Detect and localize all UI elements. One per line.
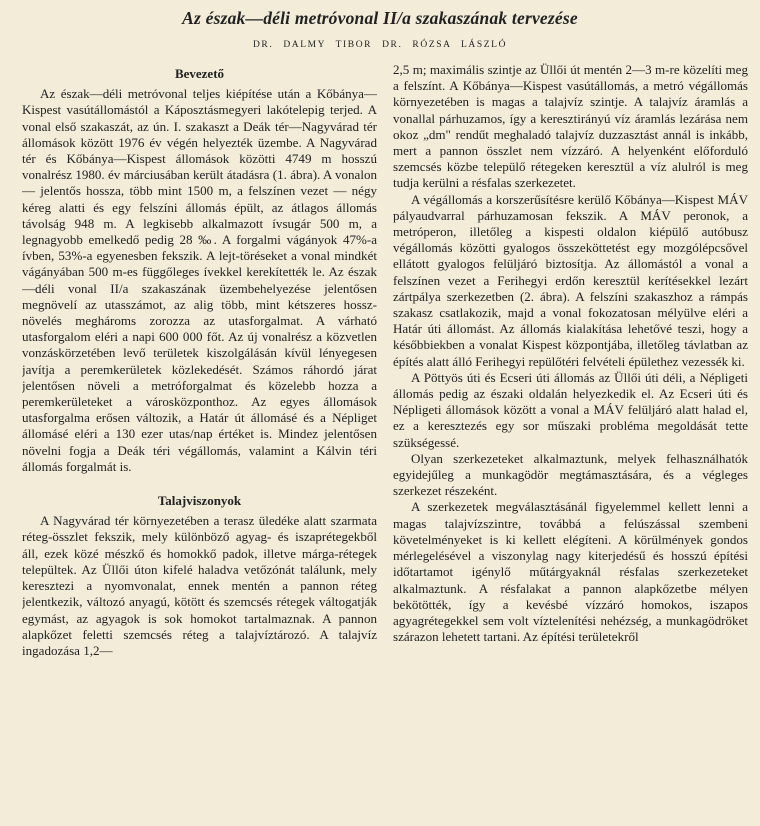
paragraph-structures: Olyan szerkezeteket alkalmaztunk, melyek felhasználhatók egyidejűleg a munkagödör megtámasztására, és a végleges szerkezet részeként. bbox=[393, 450, 748, 499]
article-authors: DR. DALMY TIBOR DR. RÓZSA LÁSZLÓ bbox=[252, 40, 508, 50]
paragraph-stations: A Pöttyös úti és Ecseri úti állomás az Üllői úti déli, a Népligeti állomás pedig az északi oldalán helyezkedik el. Az Ecseri úti és Népligeti állomások között a vonal a MÁV felüljáró alatt halad el, ez a keresztezés egy sor műszaki probléma megoldását tette szükségessé. bbox=[393, 369, 748, 450]
paragraph-terminal: A végállomás a korszerűsítésre kerülő Kőbánya—Kispest MÁV pályaudvarral párhuzamosan fekszik. A MÁV peronok, a metróperon, illetőleg a kispesti oldalon kiépülő autóbusz végállomás közötti gyalogos összeköttetést egy mozgólépcsővel ellátott gyalogos felüljáró biztosítja. Az állomástól a vonal a felszínen vezet a Ferihegyi erdőn keresztül kerítésekkel lezárt zártpálya szerkezetben (2. ábra). A felszíni szakaszhoz a rámpás szakasz csatlakozik, majd a vonal fokozatosan mélyülve eléri a Határ úti állomást. Az állomás kialakítása lehetővé teszi, hogy a későbbiekben a vonalat Kispest központjába, illetőleg távlatban az építés alatt álló Ferihegyi repülőtéri felvételi épülethez vezessék ki. bbox=[393, 191, 748, 369]
paragraph-diaphragm-walls: A szerkezetek megválasztásánál figyelemmel kellett lenni a magas talajvízszintre, továbbá a felúszással szembeni követelményeket is ki kellett elégíteni. A körülmények gondos mérlegelésével a viszonylag nagy kiterjedésű és hosszú építési időtartamot igénylő műtárgyaknál résfalas szerkezeteket alkalmaztunk. A résfalakat a pannon alapkőzetbe mélyen bekötötték, így a kevésbé vízzáró homokos, iszapos agyagrétegekkel sem volt víztelenítési nehézség, a munkagödröket szárazon lehetett tartani. Az építési területekről bbox=[393, 499, 748, 645]
article-title: Az észak—déli metróvonal II/a szakaszának tervezése bbox=[182, 8, 578, 28]
section-heading-soil: Talajviszonyok bbox=[157, 493, 242, 509]
article-body bbox=[22, 62, 748, 826]
right-column bbox=[393, 62, 748, 826]
paragraph-soil: A Nagyvárad tér környezetében a terasz üledéke alatt szarmata réteg-összlet fekszik, mely különböző agyag- és iszaprétegekből áll, ezek közé mészkő és homokkő padok, illetve márga-rétegek települtek. Az Üllői úton kifelé haladva vetőzónát találunk, mely keresztezi a nyomvonalat, ennek mentén a pannon réteg jelentkezik, változó anyagú, kötött és szemcsés rétegek váltogatják egymást, az agyagok is sok homokot tartalmaznak. A pannon alapkőzet feletti szemcsés réteg a talajvíztározó. A talajvíz ingadozása 1,2— bbox=[22, 513, 377, 658]
paragraph-groundwater: 2,5 m; maximális szintje az Üllői út mentén 2—3 m-re közelíti meg a felszínt. A Kőbánya—Kispest vasútállomás, a metró végállomás környezetében is magas a talajvíz szintje. A talajvíz áramlás a vonallal párhuzamos, így a keresztirányú víz áramlás lezárása nem okoz „dm" rendűt meghaladó talajvíz duzzasztást annál is inkább, mert a pannon összlet nem vízzáró. A helyenként előforduló szemcsés közbe települő rétegeken keresztül a víz alulról is meg tudja kerülni a résfalas szerkezetet. bbox=[393, 62, 748, 191]
left-column bbox=[22, 62, 377, 826]
section-heading-intro: Bevezető bbox=[174, 66, 225, 81]
paragraph-intro: Az észak—déli metróvonal teljes kiépítése után a Kőbánya—Kispest vasútállomástól a Káposztásmegyeri lakótelepig terjed. A vonal első szakaszát, az ún. I. szakaszt a Deák tér—Nagyvárad tér állomások között 1976 év végén helyezték üzembe. A Nagyvárad tér és Kőbánya—Kispest állomások közötti 4749 m hosszú vonalrész 1980. év márciusában került átadásra (1. ábra). A vonalon — jelentős hossza, több mint 1500 m, a felszínen vezet — négy kéreg alatti és egy felszíni állomás épült, az átlagos állomás távolság 948 m. A legkisebb alkalmazott ívsugár 500 m, a legnagyobb emelkedő pedig 28 ‰. A forgalmi vágányok 47%-a ívben, 53%-a egyenesben fekszik. A lejt-töréseket a vonal mindkét vágányában 500 m-es függőleges ívekkel kerekítették le. Az észak—déli vonal II/a szakaszának üzembehelyezése jelentősen megnövelí az utasszámot, az alig több, mint kétszeres hossz-növelés meghároms zorozza az utasforgalmat. A várható utasforgalom eléri a napi 600 000 főt. Az új vonalrész a közvetlen vonzáskörzetében levő területek kiszolgálásán kívül lényegesen javítja a peremkerületek közlekedését. Számos ráhordó járat jelentősen növeli a metróforgalmat és közelebb hozza a peremkerületeket a városközponthoz. Az egyes állomások utasforgalma erősen változik, a Határ út állomásé és a Népliget állomásé eléri a 130 ezer utas/nap értéket is. Mindez jelentősen növelni fogja a Deák téri végállomás, valamint a Kálvin téri állomás forgalmát is. bbox=[22, 86, 377, 474]
